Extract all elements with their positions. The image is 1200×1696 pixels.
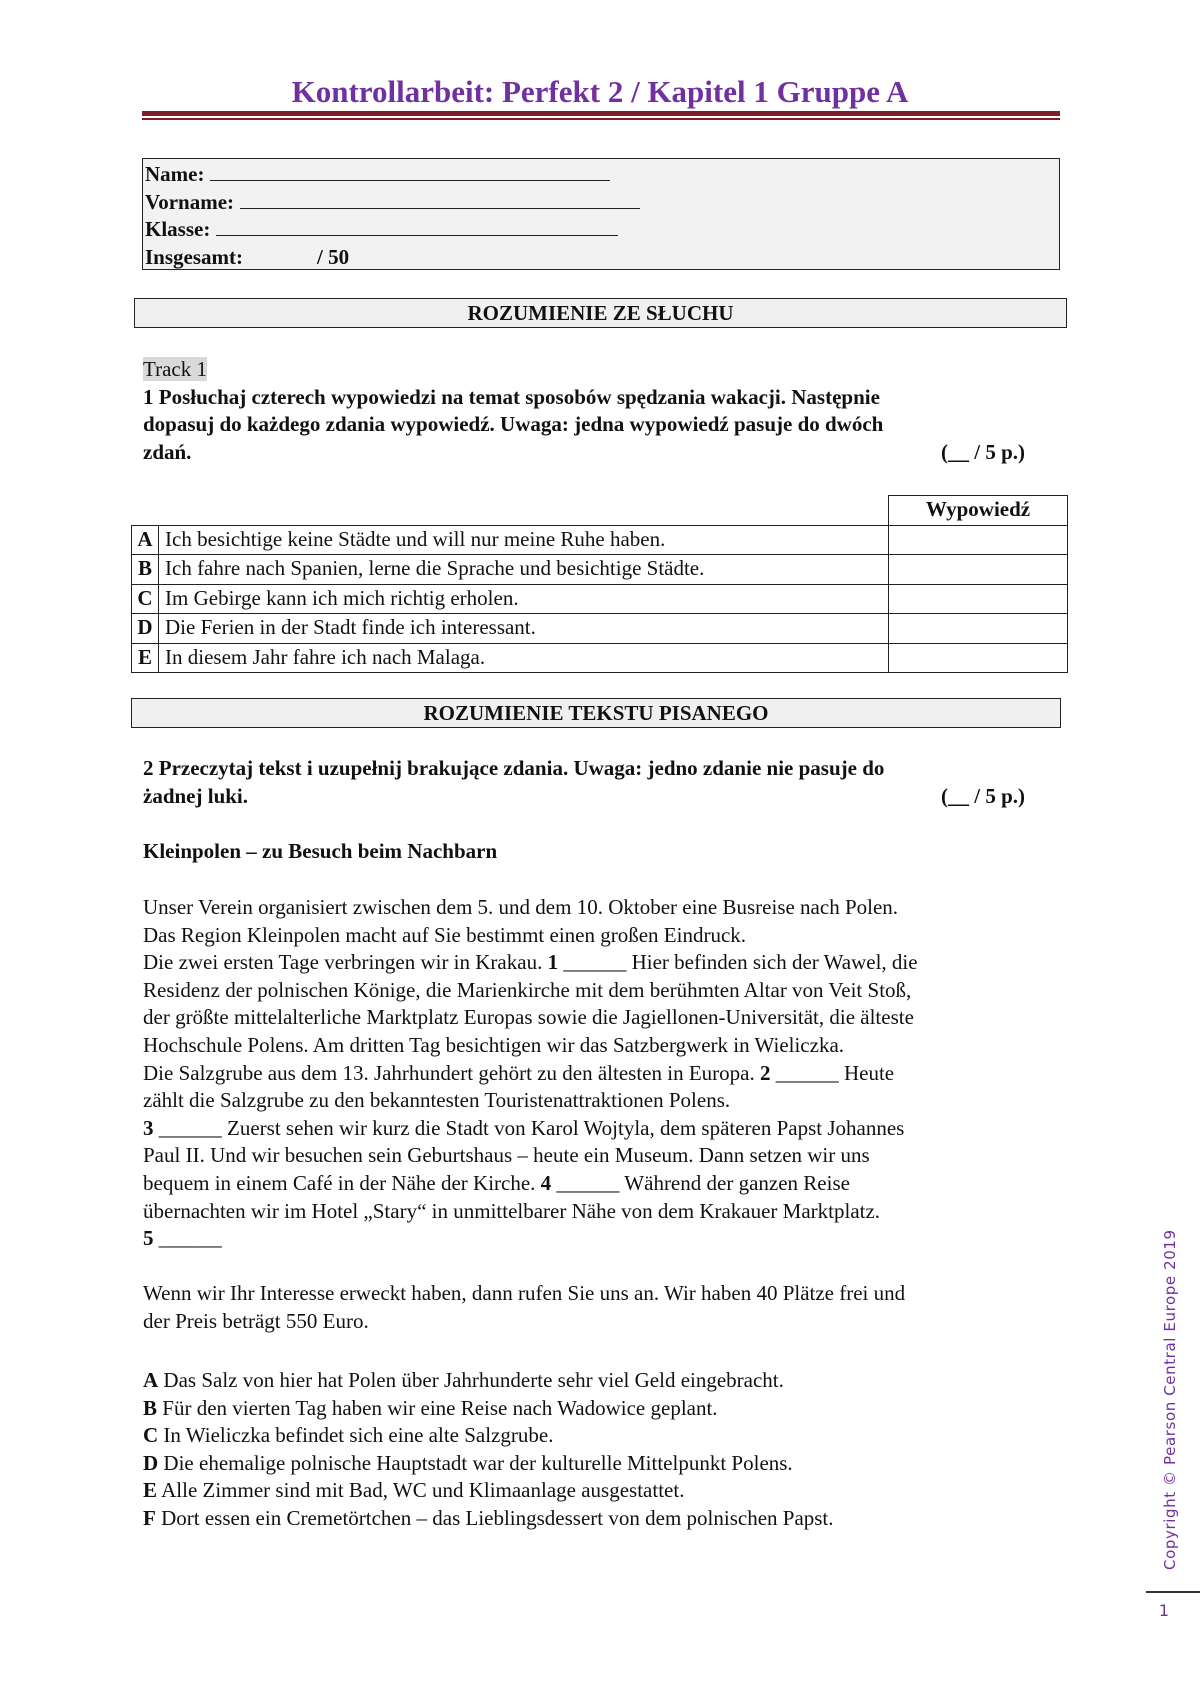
row-letter: C (132, 584, 159, 614)
option-text: Dort essen ein Cremetörtchen – das Lieblingsdessert von dem polnischen Papst. (161, 1505, 834, 1530)
name-label: Name: (145, 162, 205, 186)
gap-number: 2 (759, 1060, 771, 1085)
text-line: Paul II. Und wir besuchen sein Geburtshaus – heute ein Museum. Dann setzen wir uns (143, 1143, 870, 1168)
option-letter: A (143, 1368, 159, 1392)
text-line: Das Region Kleinpolen macht auf Sie bestimmt einen großen Eindruck. (143, 922, 747, 947)
text-line: Residenz der polnischen Könige, die Marienkirche mit dem berühmten Altar von Veit Stoß, (143, 977, 912, 1002)
option-item (143, 1422, 1063, 1450)
option-letter: B (143, 1395, 158, 1420)
row-letter: B (132, 555, 159, 585)
task-2-instruction-2: żadnej luki. (143, 783, 249, 808)
table-row (132, 555, 1068, 585)
options-list (143, 1367, 1063, 1533)
task-1-points: (__ / 5 p.) (941, 439, 1025, 464)
klasse-line (145, 216, 1057, 244)
option-text: Für den vierten Tag haben wir eine Reise nach Wadowice geplant. (162, 1395, 718, 1420)
task-1-instruction-3: zdań. (143, 439, 192, 464)
gap-blank[interactable]: ______ (158, 1115, 222, 1140)
matching-table (131, 495, 1068, 673)
option-item (143, 1505, 1063, 1533)
option-item (143, 1477, 1063, 1505)
section-heading-reading: ROZUMIENIE TEKSTU PISANEGO (131, 698, 1061, 728)
answer-cell[interactable] (889, 584, 1068, 614)
text-line: Unser Verein organisiert zwischen dem 5. und dem 10. Oktober eine Busreise nach Polen. (143, 895, 899, 919)
row-text: Die Ferien in der Stadt finde ich interessant. (159, 614, 889, 644)
row-text: Ich fahre nach Spanien, lerne die Sprache und besichtige Städte. (159, 555, 889, 585)
gap-blank[interactable]: ______ (556, 1170, 620, 1195)
vorname-field[interactable] (240, 190, 640, 209)
text-title: Kleinpolen – zu Besuch beim Nachbarn (143, 839, 498, 863)
text-line: Die zwei ersten Tage verbringen wir in Krakau. 1 ______ Hier befinden sich der Wawel, die (143, 950, 918, 975)
reading-text (143, 894, 1063, 1336)
text-line: übernachten wir im Hotel „Stary“ in unmittelbarer Nähe von dem Krakauer Marktplatz. (143, 1198, 881, 1223)
option-letter: F (143, 1505, 156, 1530)
task-1-instruction-1: 1 Posłuchaj czterech wypowiedzi na temat sposobów spędzania wakacji. Następnie (143, 384, 880, 409)
option-text: Die ehemalige polnische Hauptstadt war der kulturelle Mittelpunkt Polens. (163, 1450, 793, 1475)
gap-blank[interactable]: ______ (563, 950, 627, 975)
gap-number: 1 (547, 950, 559, 975)
option-item (143, 1367, 1063, 1395)
option-letter: D (143, 1450, 159, 1475)
text-line (143, 1225, 1063, 1253)
title-divider-thin (142, 118, 1060, 120)
option-text: In Wieliczka befindet sich eine alte Salzgrube. (163, 1423, 554, 1448)
option-letter: E (143, 1478, 158, 1503)
table-header-answer: Wypowiedź (889, 496, 1068, 526)
text-line: der größte mittelalterliche Marktplatz Europas sowie die Jagiellonen-Universität, die älteste (143, 1005, 914, 1030)
table-row (132, 584, 1068, 614)
footer-divider (1146, 1591, 1200, 1593)
student-info-box (142, 158, 1060, 270)
row-letter: D (132, 614, 159, 644)
text-line: zählt die Salzgrube zu den bekanntesten Touristenattraktionen Polens. (143, 1088, 731, 1113)
name-field[interactable] (210, 162, 610, 181)
name-line (145, 161, 1057, 189)
page-number: 1 (1158, 1601, 1170, 1620)
gap-blank[interactable]: ______ (158, 1226, 222, 1251)
text-line: Hochschule Polens. Am dritten Tag besichtigen wir das Satzbergwerk in Wieliczka. (143, 1032, 845, 1057)
text-line: Wenn wir Ihr Interesse erweckt haben, dann rufen Sie uns an. Wir haben 40 Plätze frei und (143, 1281, 906, 1306)
option-text: Alle Zimmer sind mit Bad, WC und Klimaanlage ausgestattet. (161, 1478, 685, 1503)
track-label: Track 1 (143, 357, 207, 381)
klasse-label: Klasse: (145, 217, 211, 242)
answer-cell[interactable] (889, 555, 1068, 585)
gap-number: 5 (143, 1226, 154, 1251)
task-2-instruction-1: 2 Przeczytaj tekst i uzupełnij brakujące zdania. Uwaga: jedno zdanie nie pasuje do (143, 756, 885, 780)
option-letter: C (143, 1423, 159, 1448)
gap-blank[interactable]: ______ (775, 1060, 839, 1085)
table-header-row (132, 496, 1068, 526)
text-line: 3 ______ Zuerst sehen wir kurz die Stadt von Karol Wojtyla, dem späteren Papst Johannes (143, 1115, 905, 1140)
option-text: Das Salz von hier hat Polen über Jahrhunderte sehr viel Geld eingebracht. (163, 1368, 784, 1392)
table-row (132, 614, 1068, 644)
option-item (143, 1450, 1063, 1478)
row-letter: E (132, 643, 159, 673)
klasse-field[interactable] (216, 217, 618, 236)
vorname-line (145, 189, 1057, 217)
row-text: Im Gebirge kann ich mich richtig erholen. (159, 584, 889, 614)
text-line: der Preis beträgt 550 Euro. (143, 1308, 369, 1333)
answer-cell[interactable] (889, 525, 1068, 555)
copyright-notice: Copyright © Pearson Central Europe 2019 (1161, 1229, 1179, 1570)
table-row (132, 525, 1068, 555)
task-1-instruction-2: dopasuj do każdego zdania wypowiedź. Uwaga: jedna wypowiedź pasuje do dwóch (143, 412, 884, 437)
row-text: In diesem Jahr fahre ich nach Malaga. (159, 643, 889, 673)
row-text: Ich besichtige keine Städte und will nur meine Ruhe haben. (159, 525, 889, 555)
option-item (143, 1395, 1063, 1423)
answer-cell[interactable] (889, 614, 1068, 644)
answer-cell[interactable] (889, 643, 1068, 673)
section-heading-listening: ROZUMIENIE ZE SŁUCHU (134, 298, 1067, 328)
insgesamt-label: Insgesamt: (145, 244, 243, 269)
title-divider (142, 111, 1060, 116)
task-2-points: (__ / 5 p.) (941, 783, 1025, 808)
page-title: Kontrollarbeit: Perfekt 2 / Kapitel 1 Gruppe A (291, 74, 909, 109)
gap-number: 3 (143, 1115, 154, 1140)
vorname-label: Vorname: (145, 189, 235, 214)
gap-number: 4 (540, 1170, 552, 1195)
table-row (132, 643, 1068, 673)
text-line: bequem in einem Café in der Nähe der Kirche. 4 ______ Während der ganzen Reise (143, 1170, 850, 1195)
row-letter: A (132, 525, 159, 555)
task-1 (143, 356, 1033, 466)
task-2 (143, 755, 1033, 810)
insgesamt-line (145, 244, 1057, 272)
insgesamt-total: / 50 (317, 244, 350, 269)
text-line: Die Salzgrube aus dem 13. Jahrhundert gehört zu den ältesten in Europa. 2 ______ Heute (143, 1060, 895, 1085)
